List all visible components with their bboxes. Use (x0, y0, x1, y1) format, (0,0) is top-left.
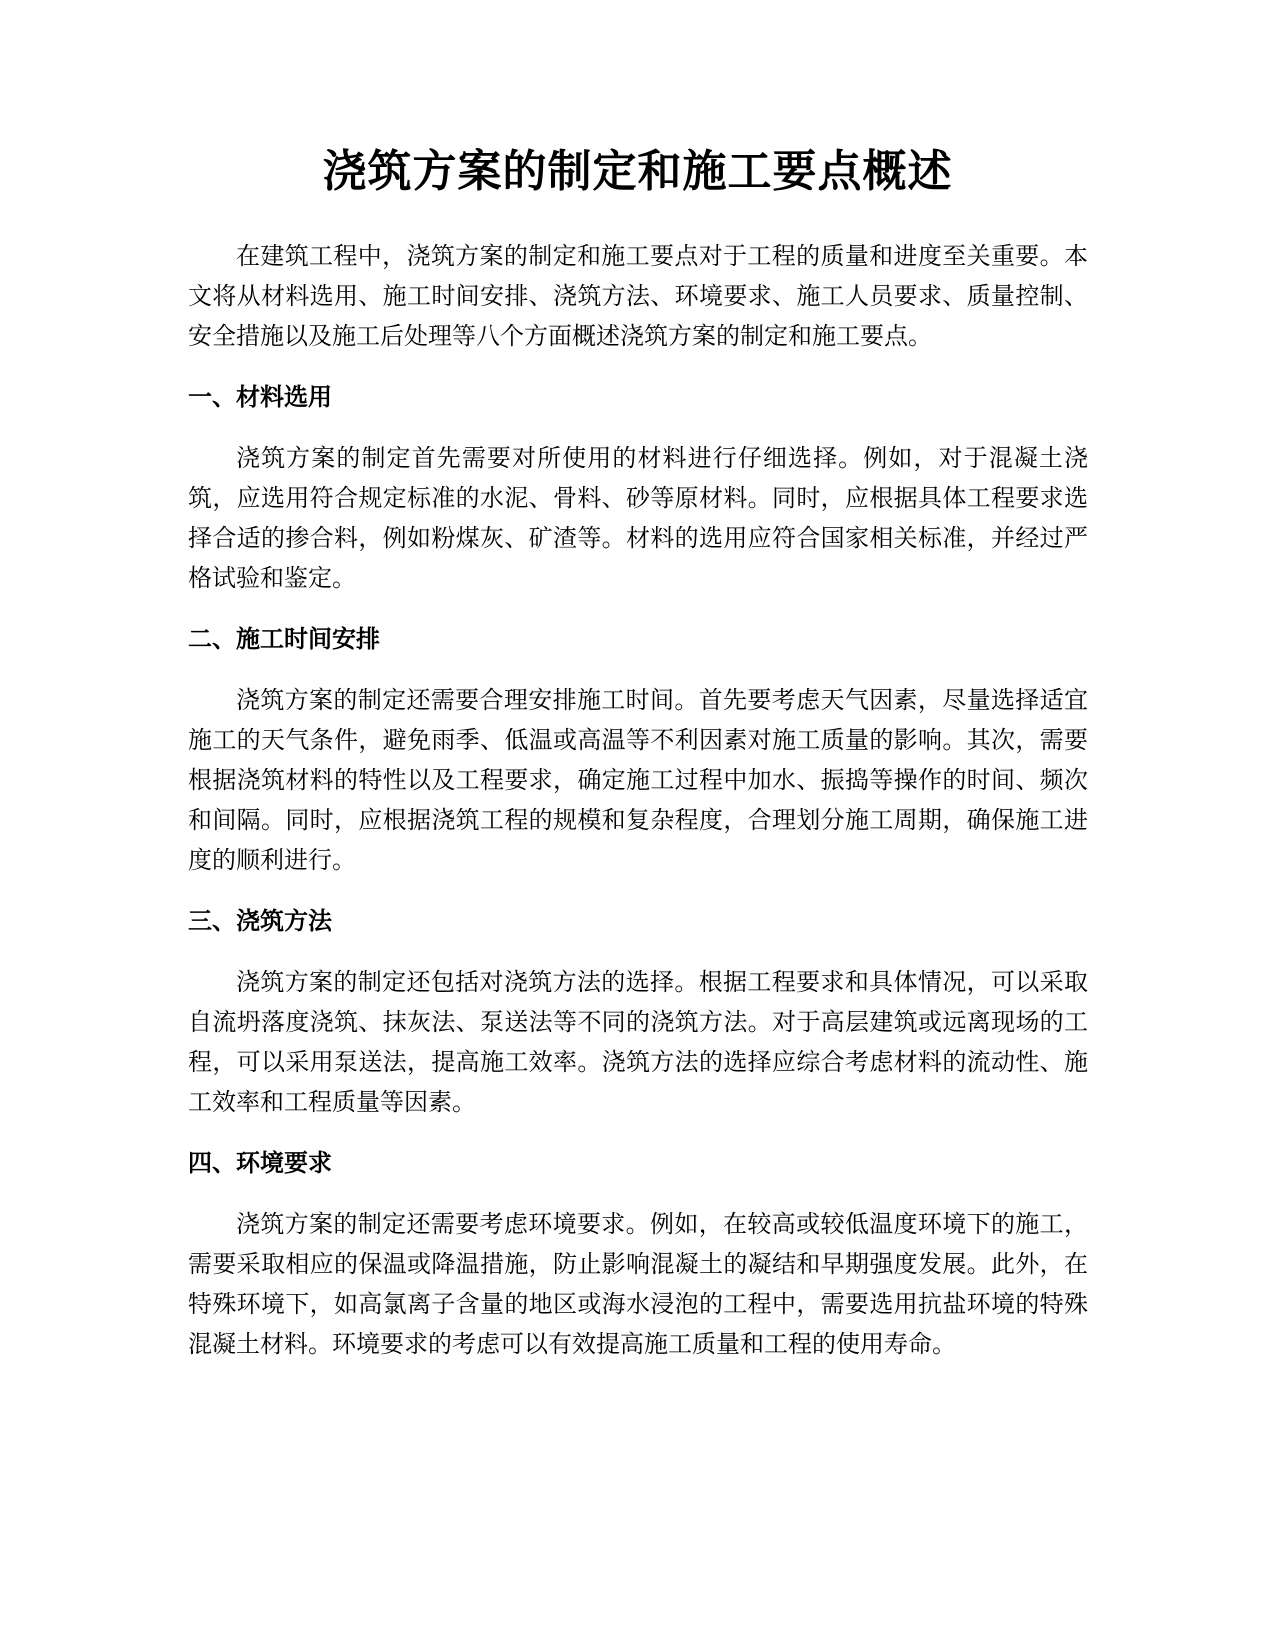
section-body-schedule: 浇筑方案的制定还需要合理安排施工时间。首先要考虑天气因素，尽量选择适宜施工的天气条件，避免雨季、低温或高温等不利因素对施工质量的影响。其次，需要根据浇筑材料的特性以及工程要求，确定施工过程中加水、振捣等操作的时间、频次和间隔。同时，应根据浇筑工程的规模和复杂程度，合理划分施工周期，确保施工进度的顺利进行。 (188, 686, 1088, 874)
section-heading-schedule: 二、施工时间安排 (188, 625, 380, 653)
section-heading-materials: 一、材料选用 (188, 383, 332, 411)
section-heading-method: 三、浇筑方法 (188, 907, 332, 935)
section-heading-environment: 四、环境要求 (188, 1149, 332, 1177)
section-body-environment: 浇筑方案的制定还需要考虑环境要求。例如，在较高或较低温度环境下的施工，需要采取相应的保温或降温措施，防止影响混凝土的凝结和早期强度发展。此外，在特殊环境下，如高氯离子含量的地区或海水浸泡的工程中，需要选用抗盐环境的特殊混凝土材料。环境要求的考虑可以有效提高施工质量和工程的使用寿命。 (188, 1210, 1088, 1358)
section-body-materials: 浇筑方案的制定首先需要对所使用的材料进行仔细选择。例如，对于混凝土浇筑，应选用符合规定标准的水泥、骨料、砂等原材料。同时，应根据具体工程要求选择合适的掺合料，例如粉煤灰、矿渣等。材料的选用应符合国家相关标准，并经过严格试验和鉴定。 (188, 444, 1088, 592)
section-body-method: 浇筑方案的制定还包括对浇筑方法的选择。根据工程要求和具体情况，可以采取自流坍落度浇筑、抹灰法、泵送法等不同的浇筑方法。对于高层建筑或远离现场的工程，可以采用泵送法，提高施工效率。浇筑方法的选择应综合考虑材料的流动性、施工效率和工程质量等因素。 (188, 968, 1088, 1116)
intro-paragraph: 在建筑工程中，浇筑方案的制定和施工要点对于工程的质量和进度至关重要。本文将从材料选用、施工时间安排、浇筑方法、环境要求、施工人员要求、质量控制、安全措施以及施工后处理等八个方面概述浇筑方案的制定和施工要点。 (188, 242, 1088, 350)
document-body (188, 236, 1088, 1376)
document-title: 浇筑方案的制定和施工要点概述 (322, 146, 953, 197)
